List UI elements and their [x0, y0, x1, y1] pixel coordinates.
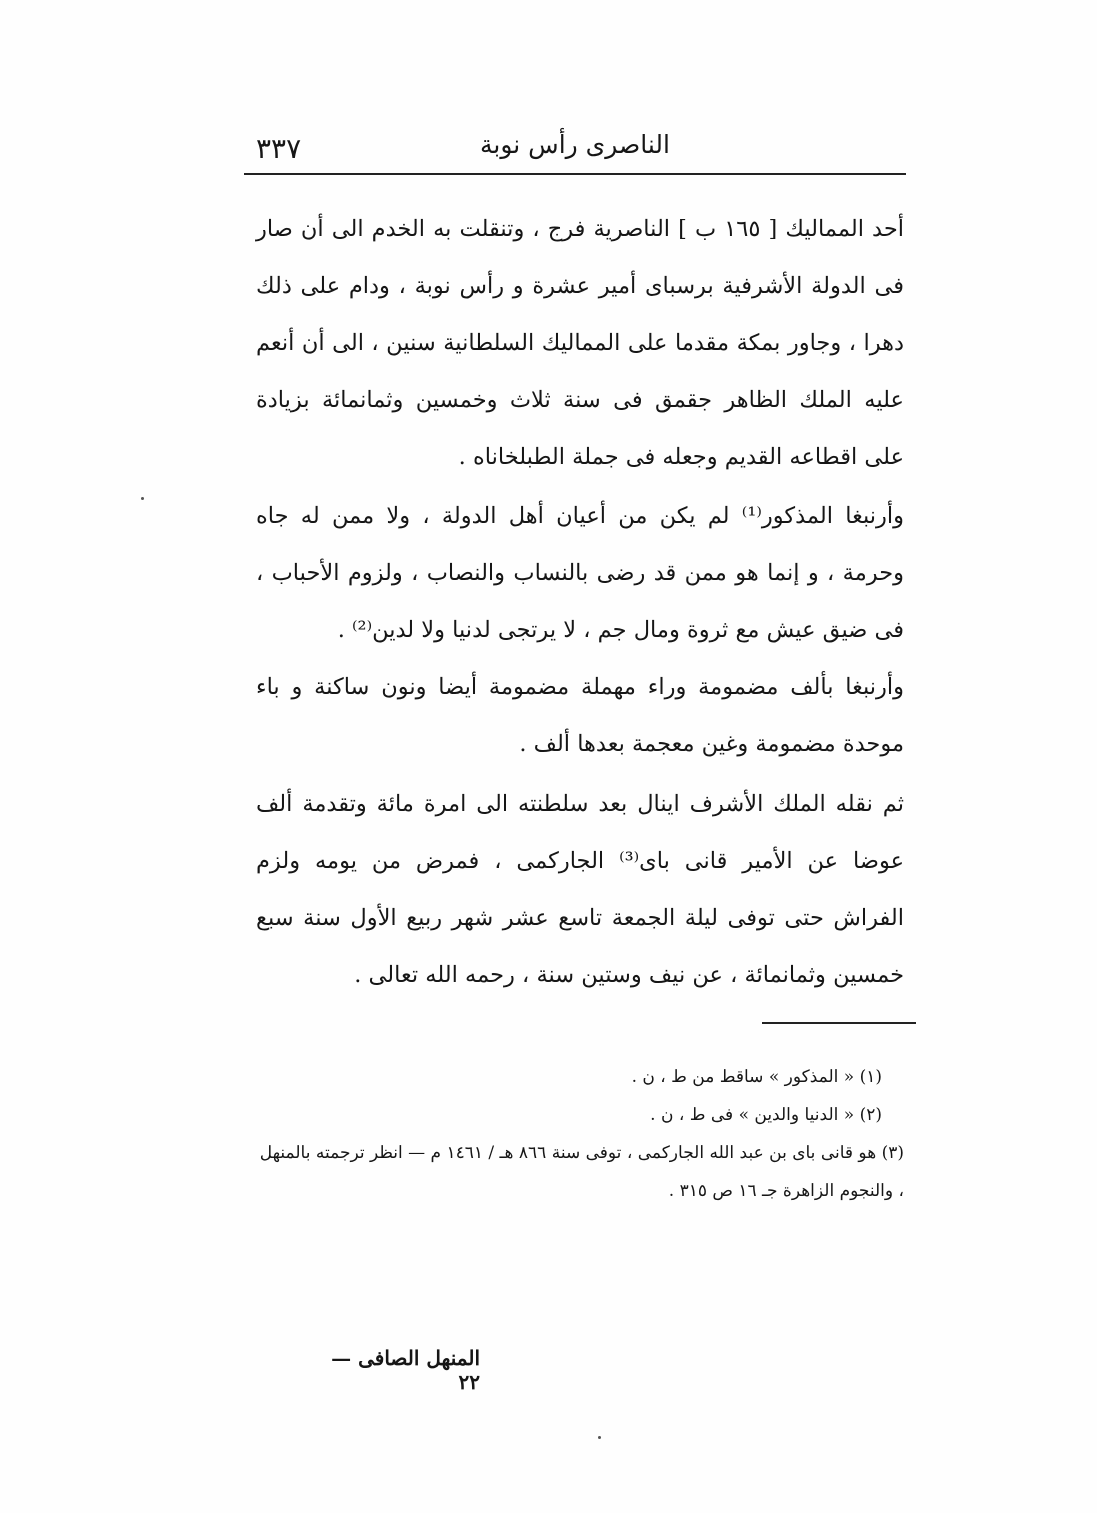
paragraph-text: وأرنبغا المذكور⁽¹⁾ لم يكن من أعيان أهل الدولة ، ولا ممن له جاه وحرمة ، و إنما هو ممن قد رضى بالنساب والنصاب ، ولزوم الأحباب ، فى ضيق عيش مع ثروة ومال جم ، لا يرتجى لدنيا ولا لدين⁽²⁾ .: [256, 503, 904, 643]
footnote-2: (٢) « الدنيا والدين » فى ط ، ن .: [650, 1105, 882, 1125]
paragraph-1: [256, 201, 904, 486]
paragraph-text: ثم نقله الملك الأشرف اينال بعد سلطنته الى امرة مائة وتقدمة ألف عوضا عن الأمير قانى باى⁽³⁾ الجاركمى ، فمرض من يومه ولزم الفراش حتى توفى ليلة الجمعة تاسع عشر شهر ربيع الأول سنة سبع خمسين وثمانمائة ، عن نيف وستين سنة ، رحمه الله تعالى .: [256, 791, 904, 988]
scan-speck: [598, 1436, 601, 1439]
footnote-separator: [762, 1022, 916, 1024]
scan-speck: [141, 497, 144, 500]
paragraph-text: وأرنبغا بألف مضمومة وراء مهملة مضمومة أيضا ونون ساكنة و باء موحدة مضمومة وغين معجمة بعدها ألف .: [256, 674, 904, 757]
paragraph-text: أحد المماليك [ ١٦٥ ب ] الناصرية فرج ، وتنقلت به الخدم الى أن صار فى الدولة الأشرفية برسباى أمير عشرة و رأس نوبة ، ودام على ذلك دهرا ، وجاور بمكة مقدما على المماليك السلطانية سنين ، الى أن أنعم عليه الملك الظاهر جقمق فى سنة ثلاث وخمسين وثمانمائة بزيادة على اقطاعه القديم وجعله فى جملة الطبلخاناه .: [256, 216, 904, 470]
page-number: ٣٣٧: [256, 132, 302, 165]
footnote-3: (٣) هو قانى باى بن عبد الله الجاركمى ، توفى سنة ٨٦٦ هـ / ١٤٦١ م — انظر ترجمته بالمنهل ، والنجوم الزاهرة جـ ١٦ ص ٣١٥ .: [259, 1143, 904, 1201]
paragraph-3: [256, 659, 904, 773]
paragraph-2: [256, 488, 904, 659]
header-rule: [244, 173, 906, 175]
signature-mark: المنهل الصافى — ٢٢: [331, 1346, 480, 1394]
running-title: الناصرى رأس نوبة: [480, 130, 670, 159]
footnotes: [256, 1058, 904, 1210]
page-header: [244, 122, 906, 172]
footnote-1: (١) « المذكور » ساقط من ط ، ن .: [631, 1067, 882, 1087]
paragraph-4: [256, 776, 904, 1004]
